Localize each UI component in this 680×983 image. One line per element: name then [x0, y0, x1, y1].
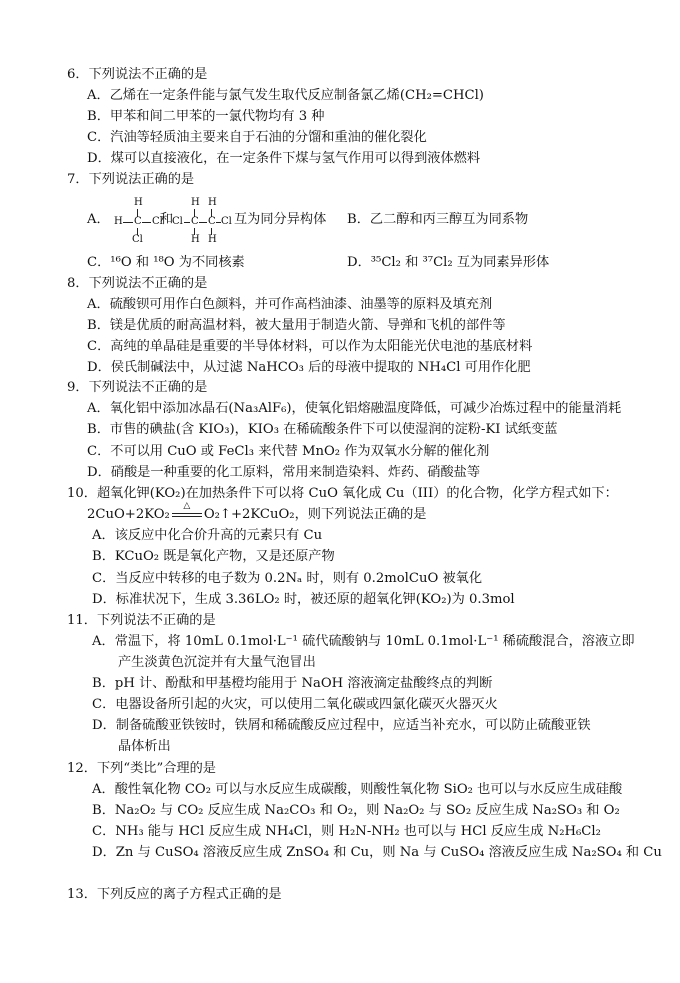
q12-option-a: A．酸性氧化物 CO₂ 可以与水反应生成碳酸，则酸性氧化物 SiO₂ 也可以与水反应生成硅酸 [92, 782, 623, 797]
q9-option-a: A．氧化铝中添加冰晶石(Na₃AlF₆)，使氧化铝熔融温度降低，可减少冶炼过程中的能量消耗 [87, 401, 622, 416]
q10-stem: 10．超氧化钾(KO₂)在加热条件下可以将 CuO 氧化成 Cu（III）的化合物，化学方程式如下： [67, 486, 618, 501]
struct2-cl-right: Cl [221, 216, 232, 227]
q6-stem: 6．下列说法不正确的是 [67, 67, 208, 82]
q10-heat-arrow [170, 501, 204, 524]
q10-option-d: D．标准状况下，生成 3.36LO₂ 时，被还原的超氧化钾(KO₂)为 0.3mol [92, 592, 515, 607]
q7-option-b: B．乙二醇和丙三醇互为同系物 [347, 212, 529, 227]
q8-stem: 8．下列说法不正确的是 [67, 276, 208, 291]
bond [142, 222, 151, 223]
bond [184, 222, 190, 223]
struct2-h-top1: H [191, 197, 200, 208]
struct2-h-bot1: H [191, 234, 200, 245]
q7-option-c: C．¹⁶O 和 ¹⁸O 为不同核素 [87, 255, 245, 270]
struct1-h-top: H [134, 197, 143, 208]
q10-option-b: B．KCuO₂ 既是氧化产物，又是还原产物 [92, 549, 335, 564]
q8-option-c: C．高纯的单晶硅是重要的半导体材料，可以作为太阳能光伏电池的基底材料 [87, 339, 533, 354]
struct2-c2: C [208, 216, 216, 227]
q7-structure-1 [112, 198, 166, 244]
q12-stem: 12．下列“类比”合理的是 [67, 761, 216, 776]
q7-option-d: D．³⁵Cl₂ 和 ³⁷Cl₂ 互为同素异形体 [347, 255, 550, 270]
struct1-h-left: H [114, 216, 123, 227]
q10-option-a: A．该反应中化合价升高的元素只有 Cu [92, 528, 323, 543]
heat-triangle-icon: △ [183, 501, 191, 511]
q9-option-b: B．市售的碘盐(含 KIO₃)，KIO₃ 在稀硫酸条件下可以使湿润的淀粉-KI 试纸变蓝 [87, 422, 558, 437]
q6-option-b: B．甲苯和间二甲苯的一氯代物均有 3 种 [87, 109, 325, 124]
q11-option-a: A．常温下，将 10mL 0.1mol·L⁻¹ 硫代硫酸钠与 10mL 0.1mol·L⁻¹ 稀硫酸混合，溶液立即 [92, 634, 635, 649]
q12-option-b: B．Na₂O₂ 与 CO₂ 反应生成 Na₂CO₃ 和 O₂，则 Na₂O₂ 与 SO₂ 反应生成 Na₂SO₃ 和 O₂ [92, 803, 620, 818]
bond [123, 222, 133, 223]
q12-option-d: D．Zn 与 CuSO₄ 溶液反应生成 ZnSO₄ 和 Cu，则 Na 与 CuSO₄ 溶液反应生成 Na₂SO₄ 和 Cu [92, 845, 662, 860]
q7-option-a-suffix: 互为同分异构体 [234, 212, 327, 227]
q11-option-b: B．pH 计、酚酞和甲基橙均能用于 NaOH 溶液滴定盐酸终点的判断 [92, 676, 493, 691]
q10-equation-right: O₂↑+2KCuO₂，则下列说法正确的是 [203, 507, 427, 522]
q9-option-d: D．硝酸是一种重要的化工原料，常用来制造染料、炸药、硝酸盐等 [87, 465, 481, 480]
q10-equation-left: 2CuO+2KO₂ [87, 507, 170, 522]
struct2-h-top2: H [208, 197, 217, 208]
struct1-c: C [134, 216, 142, 227]
q8-option-a: A．硫酸钡可用作白色颜料，并可作高档油漆、油墨等的原料及填充剂 [87, 297, 493, 312]
q7-structure-2 [172, 198, 230, 244]
q11-option-c: C．电器设备所引起的火灾，可以使用二氧化碳或四氯化碳灭火器灭火 [92, 697, 498, 712]
q8-option-d: D．侯氏制碱法中，从过滤 NaHCO₃ 后的母液中提取的 NH₄Cl 可用作化肥 [87, 360, 531, 375]
q10-option-c: C．当反应中转移的电子数为 0.2Nₐ 时，则有 0.2molCuO 被氧化 [92, 571, 483, 586]
struct2-cl-left: Cl [172, 216, 183, 227]
q12-option-c: C．NH₃ 能与 HCl 反应生成 NH₄Cl，则 H₂N-NH₂ 也可以与 HCl 反应生成 N₂H₆Cl₂ [92, 824, 601, 839]
q11-stem: 11．下列说法不正确的是 [67, 613, 216, 628]
struct2-c1: C [191, 216, 199, 227]
struct1-cl-bottom: Cl [132, 234, 143, 245]
q6-option-d: D．煤可以直接液化，在一定条件下煤与氢气作用可以得到液体燃料 [87, 151, 481, 166]
q11-option-d: D．制备硫酸亚铁铵时，铁屑和稀硫酸反应过程中，应适当补充水，可以防止硫酸亚铁 [92, 718, 591, 733]
q7-option-a-and: 和 [160, 212, 174, 227]
q9-stem: 9．下列说法不正确的是 [67, 380, 208, 395]
q8-option-b: B．镁是优质的耐高温材料，被大量用于制造火箭、导弹和飞机的部件等 [87, 318, 506, 333]
struct1-cl-right: Cl [152, 216, 163, 227]
q11-option-a-cont: 产生淡黄色沉淀并有大量气泡冒出 [118, 655, 316, 670]
q10-equation [87, 501, 427, 524]
q6-option-a: A．乙烯在一定条件能与氯气发生取代反应制备氯乙烯(CH₂=CHCl) [87, 88, 484, 103]
q7-stem: 7．下列说法正确的是 [67, 172, 195, 187]
q13-stem: 13．下列反应的离子方程式正确的是 [67, 887, 282, 902]
q6-option-c: C．汽油等轻质油主要来自于石油的分馏和重油的催化裂化 [87, 130, 427, 145]
struct2-h-bot2: H [208, 234, 217, 245]
q9-option-c: C．不可以用 CuO 或 FeCl₃ 来代替 MnO₂ 作为双氧水分解的催化剂 [87, 444, 490, 459]
q11-option-d-cont: 晶体析出 [118, 739, 171, 754]
bond [199, 222, 207, 223]
q7-option-a-prefix: A． [87, 212, 110, 227]
